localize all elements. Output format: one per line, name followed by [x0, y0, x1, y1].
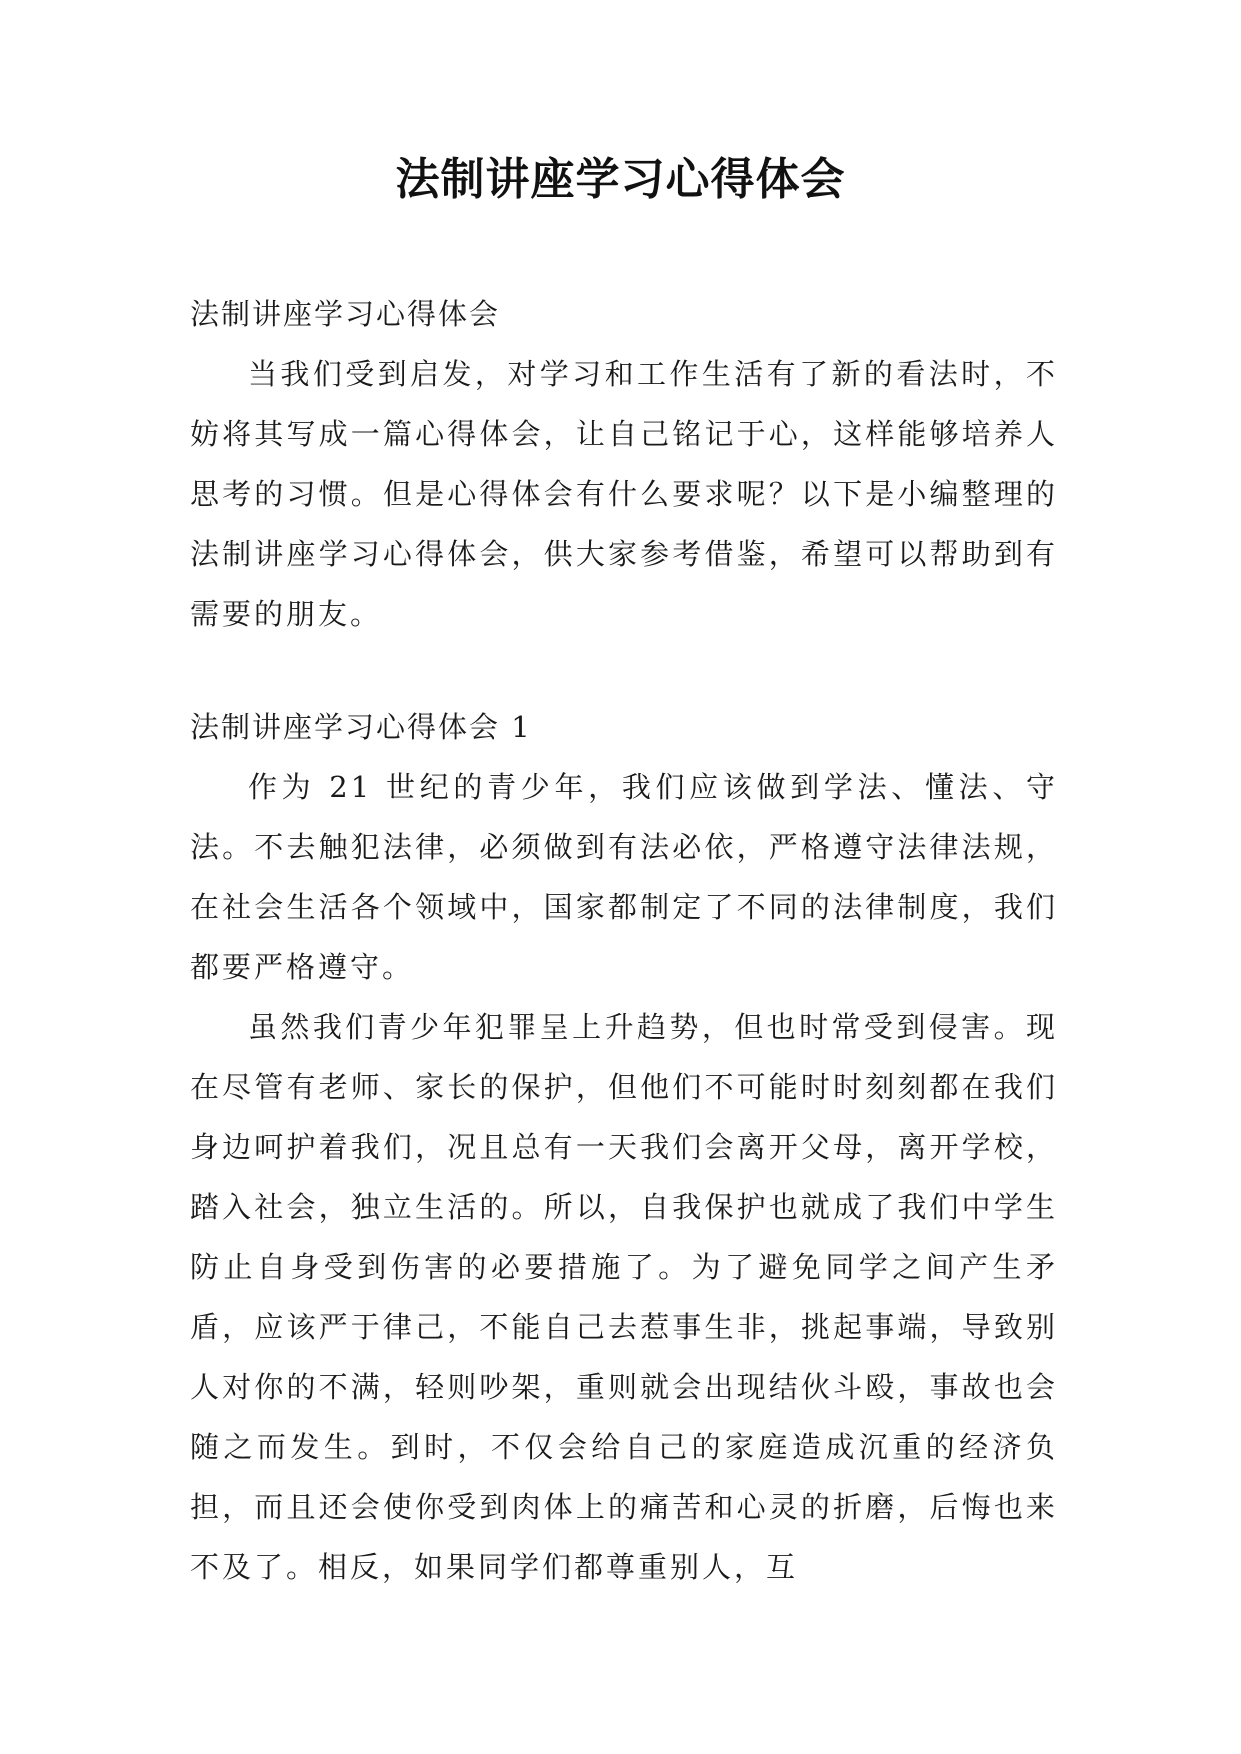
intro-heading: 法制讲座学习心得体会: [190, 297, 501, 331]
section-1-paragraph-2: 虽然我们青少年犯罪呈上升趋势，但也时常受到侵害。现在尽管有老师、家长的保护，但他们不可能时时刻刻都在我们身边呵护着我们，况且总有一天我们会离开父母，离开学校，踏入社会，独立生活的。所以，自我保护也就成了我们中学生防止自身受到伤害的必要措施了。为了避免同学之间产生矛盾，应该严于律己，不能自己去惹事生非，挑起事端，导致别人对你的不满，轻则吵架，重则就会出现结伙斗殴，事故也会随之而发生。到时，不仅会给自己的家庭造成沉重的经济负担，而且还会使你受到肉体上的痛苦和心灵的折磨，后悔也来不及了。相反，如果同学们都尊重别人，互: [190, 1010, 1058, 1584]
intro-section: [190, 284, 1058, 644]
intro-paragraph: 当我们受到启发，对学习和工作生活有了新的看法时，不妨将其写成一篇心得体会，让自己铭记于心，这样能够培养人思考的习惯。但是心得体会有什么要求呢？以下是小编整理的法制讲座学习心得体会，供大家参考借鉴，希望可以帮助到有需要的朋友。: [190, 357, 1058, 631]
document-title: 法制讲座学习心得体会: [395, 154, 846, 205]
section-1: [190, 697, 1058, 1597]
section-1-paragraph-1: 作为 21 世纪的青少年，我们应该做到学法、懂法、守法。不去触犯法律，必须做到有法必依，严格遵守法律法规，在社会生活各个领域中，国家都制定了不同的法律制度，我们都要严格遵守。: [190, 770, 1058, 984]
section-1-heading: 法制讲座学习心得体会 1: [190, 710, 532, 744]
